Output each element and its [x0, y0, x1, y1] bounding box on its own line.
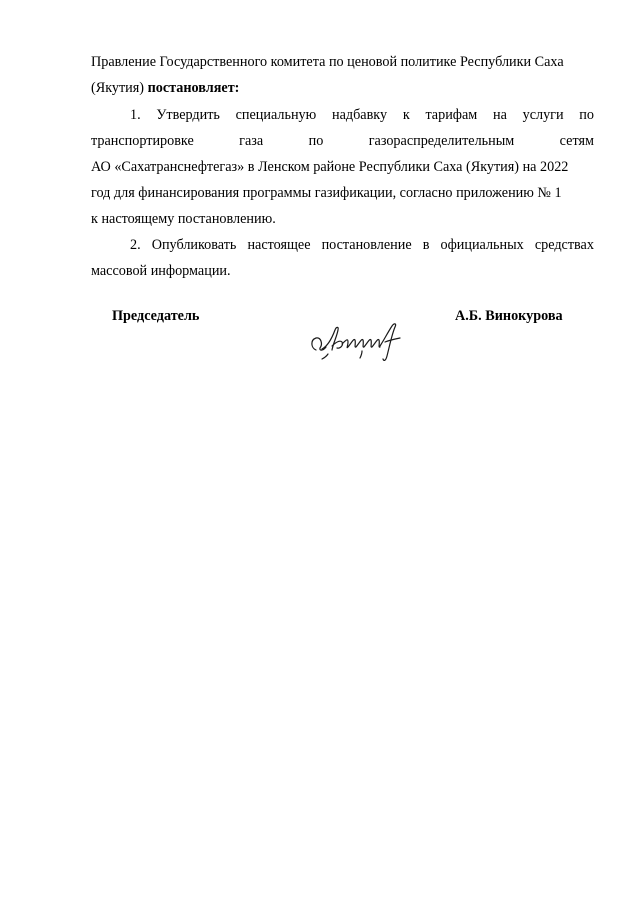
- word: Опубликовать: [151, 237, 237, 253]
- word: настоящее: [247, 237, 311, 253]
- word: специальную: [235, 107, 317, 123]
- word: 1.: [130, 107, 141, 123]
- item1-line-5: к настоящему постановлению.: [91, 211, 276, 227]
- item1-line-4: год для финансирования программы газификации, согласно приложению № 1: [91, 185, 562, 201]
- word: транспортировке: [91, 133, 194, 149]
- word: к: [402, 107, 410, 123]
- word: средствах: [534, 237, 594, 253]
- word: тарифам: [425, 107, 478, 123]
- word: в: [422, 237, 430, 253]
- word: сетям: [559, 133, 594, 149]
- item1-line-2: [91, 131, 594, 151]
- intro-line-2: [91, 78, 239, 98]
- word: надбавку: [331, 107, 388, 123]
- word: постановление: [321, 237, 412, 253]
- intro-line-1: Правление Государственного комитета по ценовой политике Республики Саха: [91, 54, 564, 70]
- item1-line-3: АО «Сахатранснефтегаз» в Ленском районе Республики Саха (Якутия) на 2022: [91, 159, 569, 175]
- resolves-heading: постановляет:: [147, 80, 240, 96]
- word: газа: [239, 133, 264, 149]
- intro-region-text: (Якутия): [91, 80, 145, 96]
- word: по: [308, 133, 324, 149]
- word: газораспределительным: [368, 133, 515, 149]
- word: на: [492, 107, 507, 123]
- word: 2.: [130, 237, 141, 253]
- word: по: [579, 107, 594, 123]
- word: Утвердить: [156, 107, 220, 123]
- handwritten-signature: [302, 318, 422, 366]
- item2-line-1: [130, 235, 594, 255]
- signer-position: Председатель: [112, 308, 200, 324]
- word: официальных: [440, 237, 524, 253]
- signer-name: А.Б. Винокурова: [455, 308, 563, 324]
- item2-line-2: массовой информации.: [91, 263, 231, 279]
- item1-line-1: [130, 105, 594, 125]
- word: услуги: [522, 107, 564, 123]
